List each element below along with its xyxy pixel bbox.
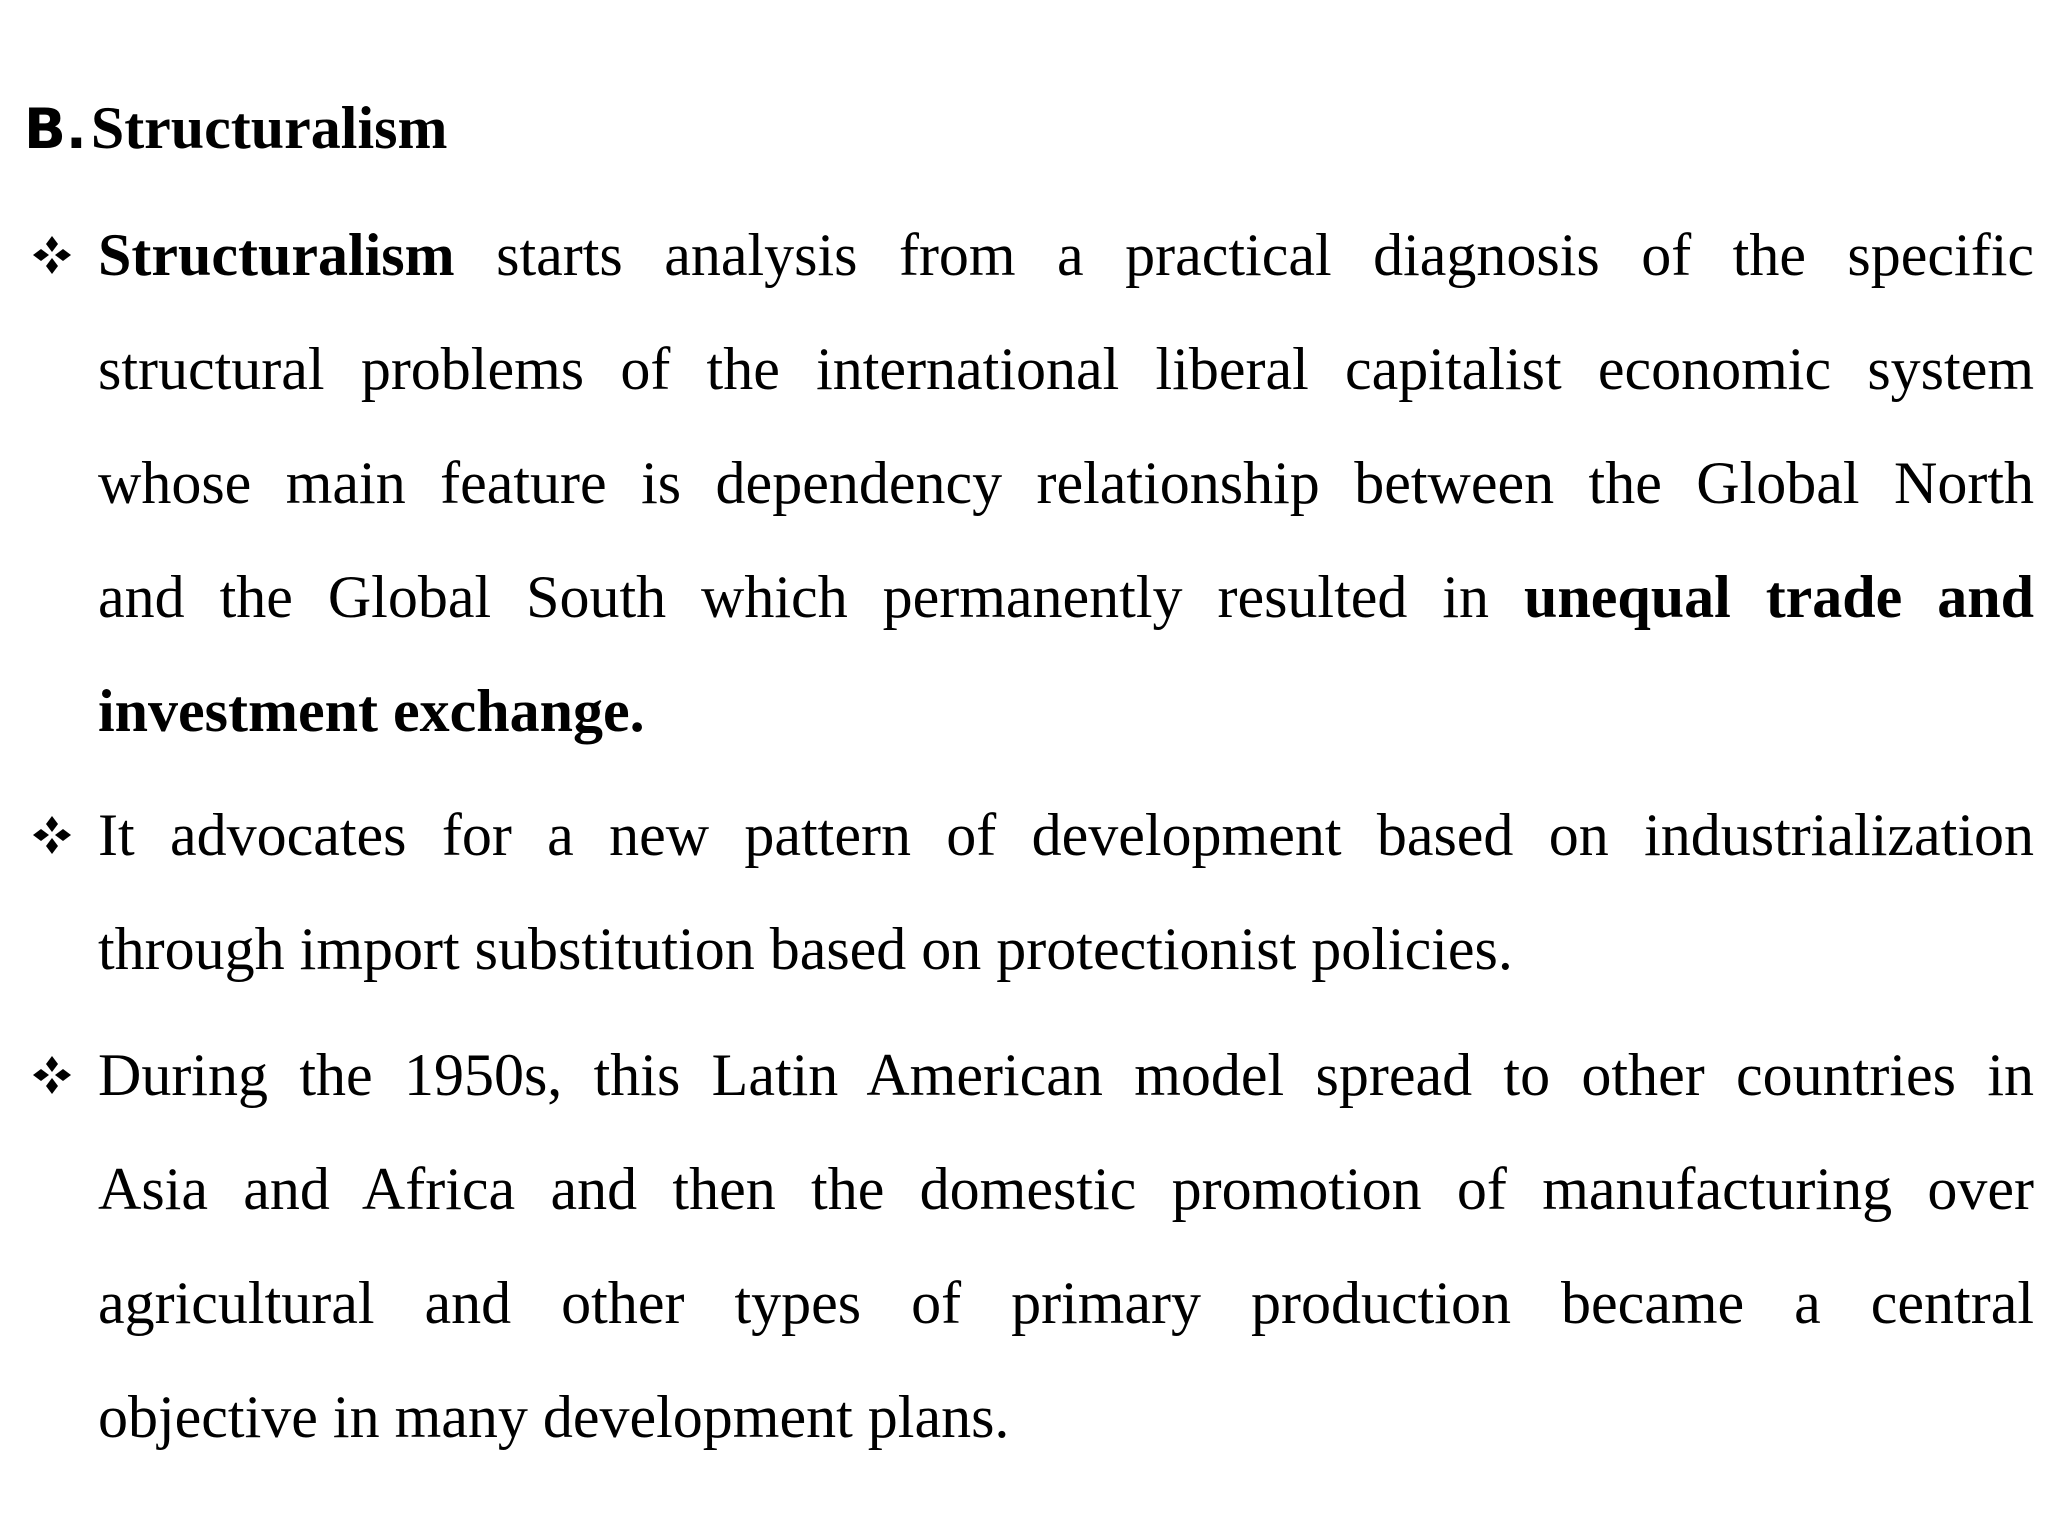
diamond-bullet-icon bbox=[22, 1018, 82, 1132]
bullet-line bbox=[98, 778, 2034, 892]
line-text: structural problems of the international liberal capitalist economic system bbox=[98, 336, 2034, 402]
line-text: through import substitution based on protectionist policies. bbox=[98, 916, 1513, 982]
bullet-line bbox=[98, 198, 2034, 312]
bold-phrase: investment exchange. bbox=[98, 678, 645, 744]
bullet-line bbox=[98, 540, 2034, 654]
bullet-line bbox=[98, 1132, 2034, 1246]
section-heading bbox=[24, 88, 447, 168]
line-text: and the Global South which permanently resulted in bbox=[98, 564, 1524, 630]
bullet-item-structuralism bbox=[98, 198, 2034, 768]
bold-term: Structuralism bbox=[98, 222, 455, 288]
line-text: whose main feature is dependency relationship between the Global North bbox=[98, 450, 2034, 516]
line-text: It advocates for a new pattern of development based on industrialization bbox=[98, 802, 2034, 868]
bullet-line bbox=[98, 426, 2034, 540]
bold-phrase: unequal trade and bbox=[1523, 564, 2034, 630]
bullet-line bbox=[98, 654, 2034, 768]
section-title: Structuralism bbox=[90, 95, 448, 161]
diamond-bullet-icon bbox=[22, 198, 82, 312]
bullet-item-1950s-model bbox=[98, 1018, 2034, 1474]
line-text: Asia and Africa and then the domestic promotion of manufacturing over bbox=[98, 1156, 2034, 1222]
bullet-line bbox=[98, 312, 2034, 426]
line-text: During the 1950s, this Latin American model spread to other countries in bbox=[98, 1042, 2034, 1108]
bullet-line bbox=[98, 1018, 2034, 1132]
bullet-item-industrialization bbox=[98, 778, 2034, 1006]
diamond-bullet-icon bbox=[22, 778, 82, 892]
line-text: starts analysis from a practical diagnosis of the specific bbox=[454, 222, 2034, 288]
line-text: agricultural and other types of primary production became a central bbox=[98, 1270, 2034, 1336]
section-letter: B. bbox=[24, 97, 87, 161]
bullet-line bbox=[98, 1360, 2034, 1474]
bullet-line bbox=[98, 892, 2034, 1006]
bullet-line bbox=[98, 1246, 2034, 1360]
line-text: objective in many development plans. bbox=[98, 1384, 1010, 1450]
